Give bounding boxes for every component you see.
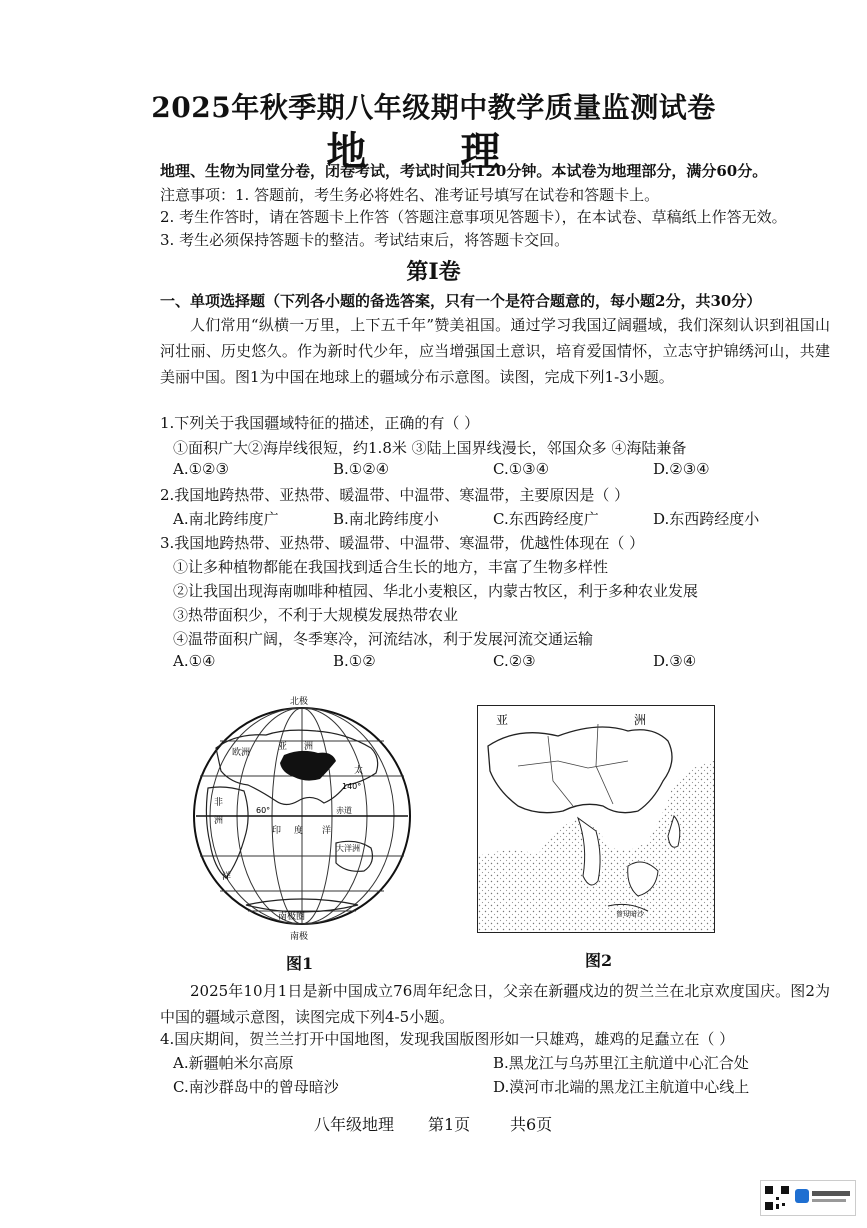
label-africa-1: 非 — [214, 798, 224, 808]
figure-1-caption: 图1 — [286, 954, 314, 973]
intro-paragraph-1: 人们常用“纵横一万里，上下五千年”赞美祖国。通过学习我国辽阔疆域，我们深刻认识到祖国山河壮丽、历史悠久。作为新时代少年，应当增强国土意识，培育爱国情怀，立志守护锦绣河山，共建美丽中国。图1为中国在地球上的疆域分布示意图。读图，完成下列1-3小题。 — [160, 316, 830, 386]
question-1-stem: 1.下列关于我国疆域特征的描述，正确的有（ ） — [160, 414, 480, 432]
label-pacific: 太 — [354, 766, 364, 776]
option-a: A.①②③ — [173, 460, 229, 478]
label-asia-1: 亚 — [278, 742, 288, 752]
footer-page-number: 第1页 — [428, 1115, 471, 1134]
figure-2-caption: 图2 — [585, 951, 613, 970]
option-b: B.南北跨纬度小 — [333, 510, 439, 528]
label-equator: 赤道 — [336, 806, 352, 815]
question-3-options — [173, 652, 813, 670]
option-b: B.①② — [333, 652, 376, 670]
question-4-options-row-2 — [173, 1076, 813, 1097]
label-asia-1: 亚 — [496, 713, 509, 727]
option-c: C.南沙群岛中的曾母暗沙 — [173, 1078, 339, 1096]
question-2-stem: 2.我国地跨热带、亚热带、暖温带、中温带、寒温带，主要原因是（ ） — [160, 486, 630, 504]
question-3-statement-3: ③热带面积少，不利于大规模发展热带农业 — [173, 606, 459, 624]
label-asia-2: 洲 — [634, 713, 647, 727]
label-north-pole: 北极 — [290, 697, 309, 707]
label-europe: 欧洲 — [232, 748, 251, 758]
label-60-degree: 60° — [256, 806, 271, 815]
option-a: A.南北跨纬度广 — [173, 510, 279, 528]
label-140-degree: 140° — [342, 782, 362, 791]
question-2-options — [173, 508, 813, 529]
question-1-options — [173, 460, 813, 478]
footer-grade-subject: 八年级地理 — [314, 1115, 395, 1134]
label-indian-1: 印 — [272, 826, 282, 836]
exam-notes-line-2: 注意事项：1. 答题前，考生务必将姓名、准考证号填写在试卷和答题卡上。 — [160, 186, 660, 204]
qr-code-icon — [763, 1184, 791, 1212]
intro-paragraph-2: 2025年10月1日是新中国成立76周年纪念日，父亲在新疆戍边的贺兰兰在北京欢度国庆。图2为中国的疆域示意图，读图完成下列4-5小题。 — [160, 982, 830, 1026]
subject-title: 地 理 — [326, 128, 541, 175]
question-3-statement-2: ②让我国出现海南咖啡种植园、华北小麦粮区，内蒙古牧区，利于多种农业发展 — [173, 582, 699, 600]
option-d: D.漠河市北端的黑龙江主航道中心线上 — [493, 1078, 750, 1096]
label-indian-2: 度 — [294, 826, 304, 836]
question-3-stem: 3.我国地跨热带、亚热带、暖温带、中温带、寒温带，优越性体现在（ ） — [160, 534, 645, 552]
option-a: A.新疆帕米尔高原 — [173, 1054, 294, 1072]
scanner-watermark — [760, 1180, 856, 1216]
question-3-statement-1: ①让多种植物都能在我国找到适合生长的地方，丰富了生物多样性 — [173, 558, 609, 576]
label-asia-2: 洲 — [304, 742, 314, 752]
section-heading: 一、单项选择题（下列各小题的备选答案，只有一个是符合题意的，每小题2分，共30分） — [160, 292, 762, 310]
option-d: D.③④ — [653, 652, 697, 670]
exam-notes-line-3: 2. 考生作答时，请在答题卡上作答（答题注意事项见答题卡），在本试卷、草稿纸上作答无效。 — [160, 208, 787, 226]
figure-1-globe — [186, 693, 418, 943]
option-b: B.①②④ — [333, 460, 390, 478]
option-c: C.①③④ — [493, 460, 550, 478]
exam-notes-line-4: 3. 考生必须保持答题卡的整洁。考试结束后，将答题卡交回。 — [160, 231, 570, 249]
label-ocean: 洋 — [222, 872, 232, 882]
question-4-stem: 4.国庆期间，贺兰兰打开中国地图，发现我国版图形如一只雄鸡，雄鸡的足蠢立在（ ） — [160, 1030, 735, 1048]
label-africa-2: 洲 — [214, 816, 224, 826]
option-a: A.①④ — [173, 652, 216, 670]
question-1-statements: ①面积广大②海岸线很短，约1.8米 ③陆上国界线漫长，邻国众多 ④海陆兼备 — [173, 439, 687, 457]
label-antarctic-circle: 南极圈 — [278, 912, 306, 922]
label-south-pole: 南极 — [290, 932, 309, 942]
exam-title: 2025年秋季期八年级期中教学质量监测试卷 — [151, 91, 716, 124]
label-indian-3: 洋 — [322, 826, 332, 836]
option-c: C.②③ — [493, 652, 536, 670]
option-b: B.黑龙江与乌苏里江主航道中心汇合处 — [493, 1054, 749, 1072]
option-d: D.东西跨经度小 — [653, 510, 760, 528]
volume-title: 第Ⅰ卷 — [406, 259, 461, 285]
question-3-statement-4: ④温带面积广阔，冬季寒冷，河流结冰，利于发展河流交通运输 — [173, 630, 594, 648]
option-d: D.②③④ — [653, 460, 710, 478]
figure-2-map — [477, 705, 715, 933]
label-oceania: 大洋洲 — [336, 844, 360, 853]
label-zengmu-ansha: 曾母暗沙 — [616, 910, 644, 918]
exam-notes-line-1: 地理、生物为同堂分卷，闭卷考试，考试时间共120分钟。本试卷为地理部分，满分60分。 — [160, 162, 768, 180]
footer-total-pages: 共6页 — [510, 1115, 553, 1134]
option-c: C.东西跨经度广 — [493, 510, 599, 528]
scanner-logo-icon — [795, 1186, 853, 1210]
question-4-options-row-1 — [173, 1052, 813, 1073]
